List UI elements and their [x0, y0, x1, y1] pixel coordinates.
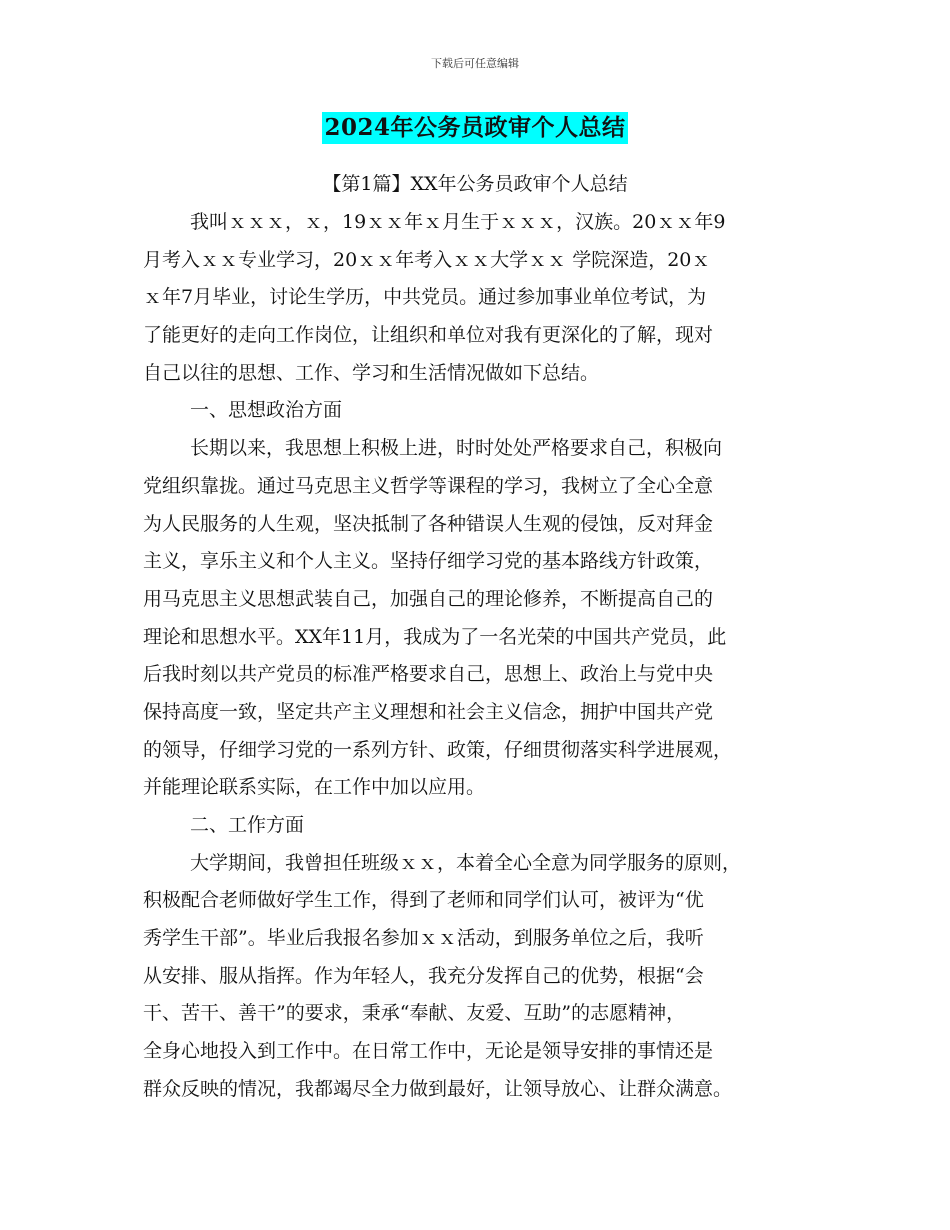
title-container: [0, 112, 950, 144]
body-text-line: 并能理论联系实际，在工作中加以应用。: [143, 776, 486, 799]
body-text-line: 一、思想政治方面: [190, 399, 343, 422]
body-text-line: 我叫ｘｘｘ，ｘ，19ｘｘ年ｘ月生于ｘｘｘ，汉族。20ｘｘ年9: [190, 211, 726, 233]
body-text-line: 月考入ｘｘ专业学习，20ｘｘ年考入ｘｘ大学ｘｘ 学院深造，20ｘ: [143, 248, 711, 271]
body-text-line: 积极配合老师做好学生工作，得到了老师和同学们认可，被评为“优: [143, 889, 704, 912]
document-title: 2024年公务员政审个人总结: [322, 112, 627, 144]
body-text-line: 二、工作方面: [190, 814, 305, 836]
page-header-note: 下载后可任意编辑: [431, 57, 519, 70]
document-body: [143, 204, 813, 1109]
body-text-line: 理论和思想水平。XX年11月，我成为了一名光荣的中国共产党员，此: [143, 625, 727, 648]
body-text-line: ｘ年7月毕业，讨论生学历，中共党员。通过参加事业单位考试，为: [143, 286, 707, 309]
body-text-line: 主义，享乐主义和个人主义。坚持仔细学习党的基本路线方针政策，: [143, 550, 714, 573]
body-text-line: 为人民服务的人生观，坚决抵制了各种错误人生观的侵蚀，反对拜金: [143, 512, 714, 535]
body-text-line: 长期以来，我思想上积极上进，时时处处严格要求自己，积极向: [190, 437, 723, 460]
body-text-line: 后我时刻以共产党员的标准严格要求自己，思想上、政治上与党中央: [143, 663, 714, 686]
body-text-line: 秀学生干部”。毕业后我报名参加ｘｘ活动，到服务单位之后，我听: [143, 927, 704, 950]
body-text-line: 从安排、服从指挥。作为年轻人，我充分发挥自己的优势，根据“会: [143, 964, 704, 987]
body-text-line: 自己以往的思想、工作、学习和生活情况做如下总结。: [143, 361, 600, 384]
body-text-line: 保持高度一致，坚定共产主义理想和社会主义信念，拥护中国共产党: [143, 700, 714, 723]
body-text-line: 了能更好的走向工作岗位，让组织和单位对我有更深化的了解，现对: [143, 324, 714, 347]
body-text-line: 大学期间，我曾担任班级ｘｘ，本着全心全意为同学服务的原则，: [190, 851, 742, 874]
body-text-line: 的领导，仔细学习党的一系列方针、政策，仔细贯彻落实科学进展观，: [143, 738, 733, 761]
body-text-line: 群众反映的情况，我都竭尽全力做到最好，让领导放心、让群众满意。: [143, 1077, 733, 1100]
section-subtitle: 【第1篇】XX年公务员政审个人总结: [322, 173, 628, 195]
body-text-line: 党组织靠拢。通过马克思主义哲学等课程的学习，我树立了全心全意: [143, 474, 714, 497]
body-text-line: 干、苦干、善干”的要求，秉承“奉献、友爱、互助”的志愿精神，: [143, 1002, 686, 1025]
body-text-line: 全身心地投入到工作中。在日常工作中，无论是领导安排的事情还是: [143, 1040, 714, 1063]
body-text-line: 用马克思主义思想武装自己，加强自己的理论修养，不断提高自己的: [143, 587, 714, 610]
